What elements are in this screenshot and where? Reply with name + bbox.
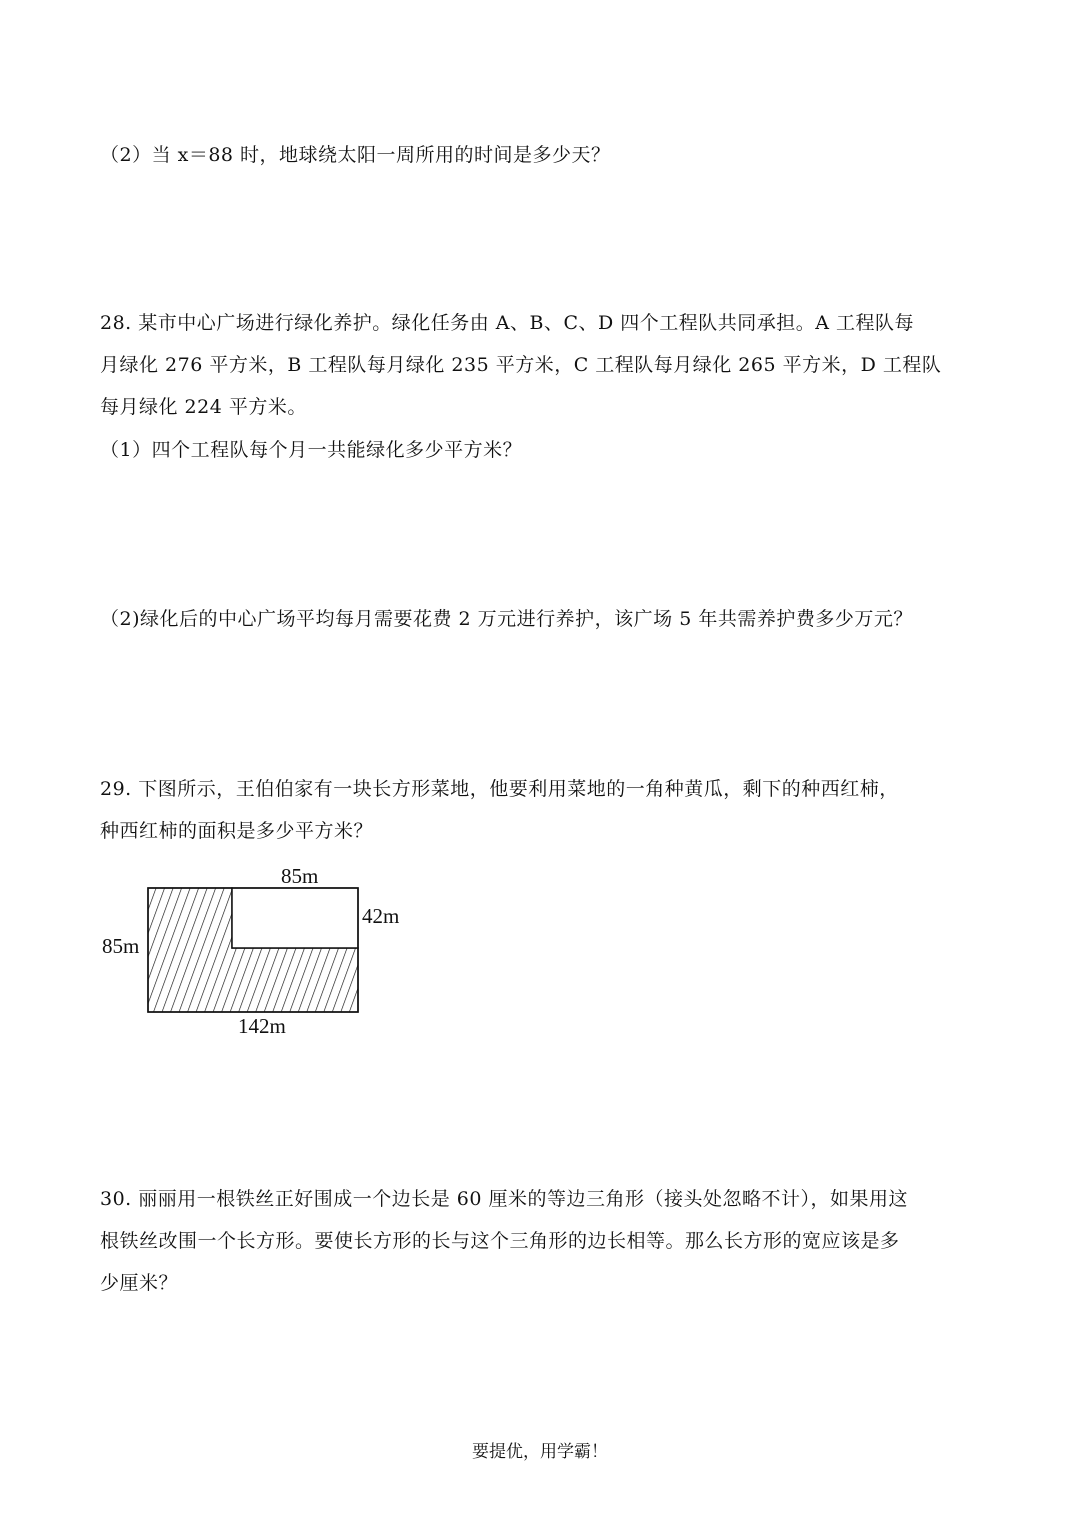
vegetable-plot-figure [90, 858, 430, 1048]
q30-line3: 少厘米？ [100, 1272, 179, 1294]
q27-part2: （2）当 x＝88 时，地球绕太阳一周所用的时间是多少天？ [100, 144, 611, 166]
q29-line1: 29. 下图所示，王伯伯家有一块长方形菜地，他要利用菜地的一角种黄瓜，剩下的种西红柿， [100, 778, 899, 800]
page-footer: 要提优，用学霸！ [472, 1442, 608, 1462]
cucumber-area [232, 888, 358, 948]
q28-part1: （1）四个工程队每个月一共能绿化多少平方米？ [100, 439, 523, 461]
q29-line2: 种西红柿的面积是多少平方米？ [100, 820, 374, 842]
label-right: 42m [362, 904, 400, 928]
label-top: 85m [281, 864, 319, 888]
q28-line1: 28. 某市中心广场进行绿化养护。绿化任务由 A、B、C、D 四个工程队共同承担。A 工程队每 [100, 312, 915, 334]
q28-line3: 每月绿化 224 平方米。 [100, 396, 307, 418]
q30-line1: 30. 丽丽用一根铁丝正好围成一个边长是 60 厘米的等边三角形（接头处忽略不计），如果用这 [100, 1188, 909, 1210]
q28-line2: 月绿化 276 平方米，B 工程队每月绿化 235 平方米，C 工程队每月绿化 265 平方米，D 工程队 [100, 354, 942, 376]
label-left: 85m [102, 934, 140, 958]
label-bottom: 142m [238, 1014, 286, 1038]
q28-part2: （2)绿化后的中心广场平均每月需要花费 2 万元进行养护，该广场 5 年共需养护费多少万元？ [100, 608, 913, 630]
q30-line2: 根铁丝改围一个长方形。要使长方形的长与这个三角形的边长相等。那么长方形的宽应该是多 [100, 1230, 900, 1252]
